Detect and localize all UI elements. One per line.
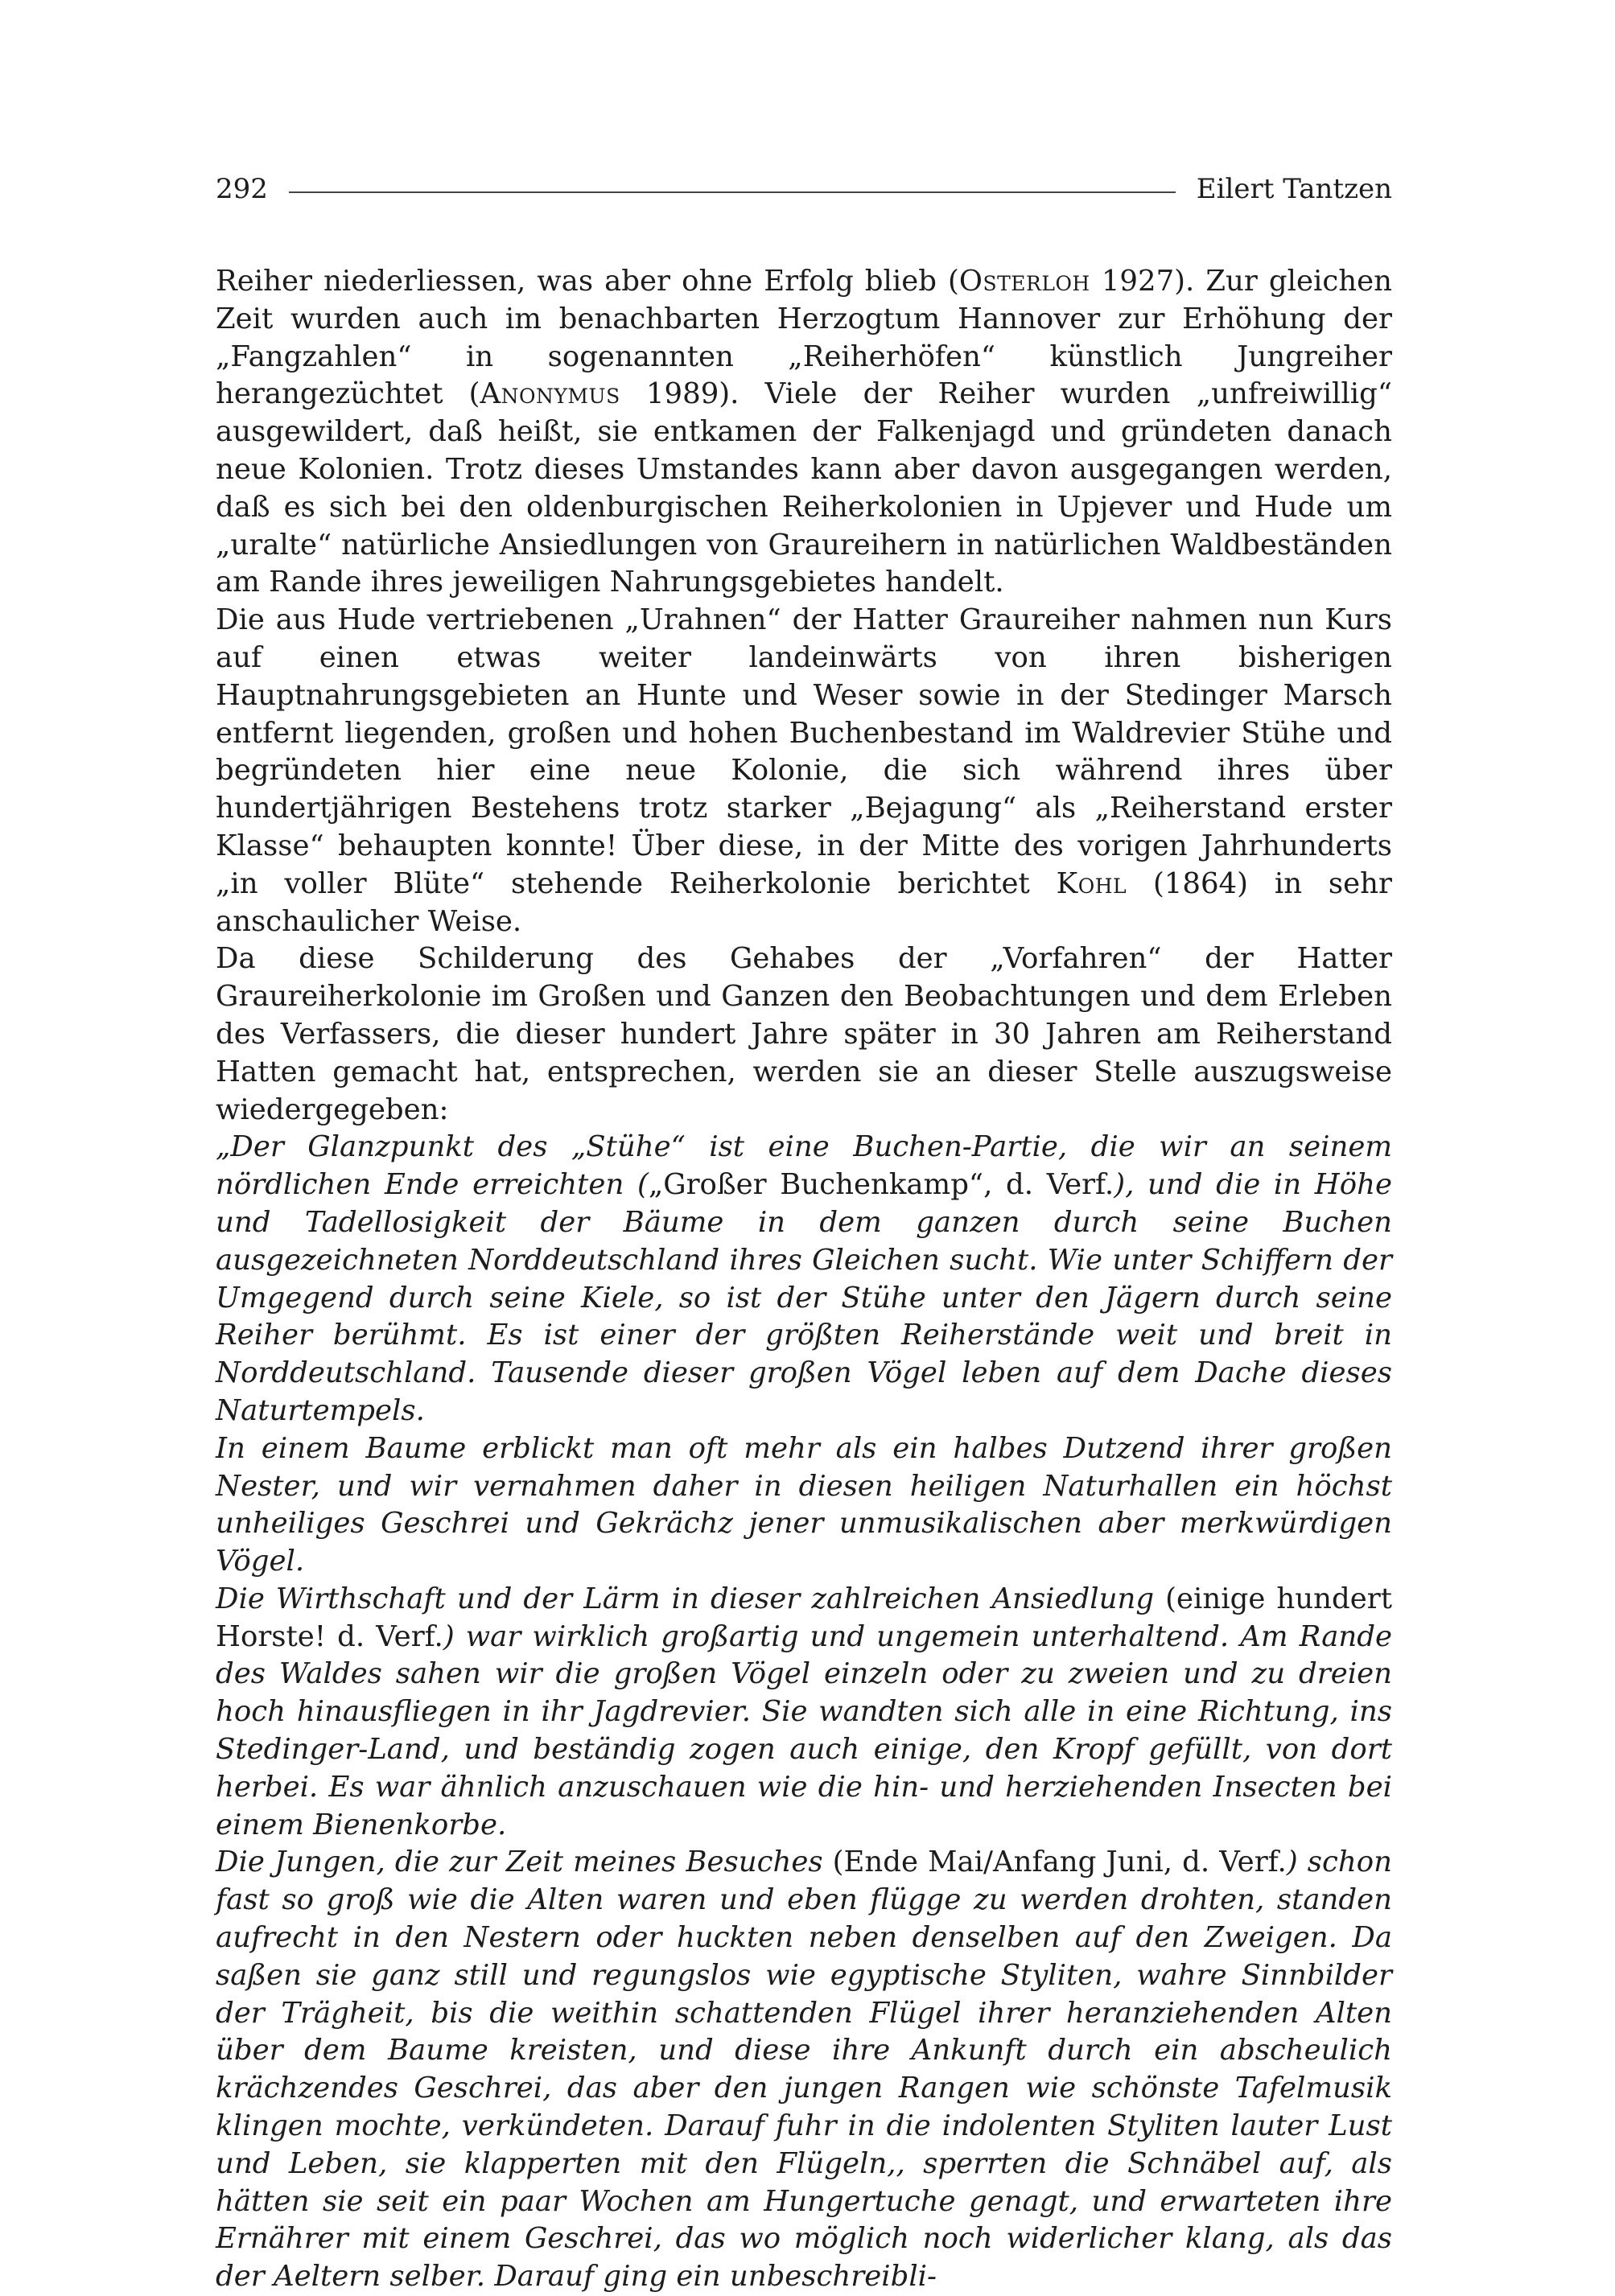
body-text (216, 263, 1392, 2296)
header-rule (289, 191, 1176, 193)
editor-note: (Ende Mai/Anfang Juni, d. Verf. (832, 1845, 1287, 1879)
running-header (216, 169, 1392, 209)
paragraph-2: Die aus Hude vertriebenen „Urahnen“ der Hatter Graureiher nahmen nun Kurs auf einen etwas weiter landeinwärts von ihren bisherigen Hauptnahrungsgebieten an Hunte und Weser sowie in der Stedinger Marsch entfernt liegenden, großen und hohen Buchenbestand im Waldrevier Stühe und begründeten hier eine neue Kolonie, die sich während ihres über hundertjährigen Bestehens trotz starker „Bejagung“ als „Reiherstand erster Klasse“ behaupten konnte! Über diese, in der Mitte des vorigen Jahrhunderts „in voller Blüte“ stehende Reiherkolonie berichtet Kohl (1864) in sehr anschaulicher Weise. (216, 603, 1392, 938)
quote-paragraph-3: Die Wirthschaft und der Lärm in dieser zahlreichen Ansiedlung (einige hundert Horste! d. Verf.) war wirklich großartig und ungemein unterhaltend. Am Rande des Waldes sahen wir die großen Vögel einzeln oder zu zweien und zu dreien hoch hinausfliegen in ihr Jagdrevier. Sie wandten sich alle in eine Richtung, ins Stedinger-Land, und beständig zogen auch einige, den Kropf gefüllt, von dort herbei. Es war ähnlich anzuschauen wie die hin- und herziehenden Insecten bei einem Bienenkorbe. (216, 1582, 1392, 1841)
quote-paragraph-1: „Der Glanzpunkt des „Stühe“ ist eine Buchen-Partie, die wir an seinem nördlichen Ende erreichten („Großer Buchenkamp“, d. Verf.), und die in Höhe und Tadellosigkeit der Bäume in dem ganzen durch seine Buchen ausgezeichneten Norddeutschland ihres Gleichen sucht. Wie unter Schiffern der Umgegend durch seine Kiele, so ist der Stühe unter den Jägern durch seine Reiher berühmt. Es ist einer der größten Reiherstände weit und breit in Norddeutschland. Tausende dieser großen Vögel leben auf dem Dache dieses Naturtempels. (216, 1130, 1392, 1427)
paragraph-3: Da diese Schilderung des Gehabes der „Vorfahren“ der Hatter Graureiherkolonie im Großen und Ganzen den Beobachtungen und dem Erleben des Verfassers, die dieser hundert Jahre später in 30 Jahren am Reiherstand Hatten gemacht hat, entsprechen, werden sie an dieser Stelle auszugsweise wiedergegeben: (216, 942, 1392, 1126)
running-title: Eilert Tantzen (1196, 173, 1392, 205)
quote-paragraph-4: Die Jungen, die zur Zeit meines Besuches (Ende Mai/Anfang Juni, d. Verf.) schon fast so groß wie die Alten waren und eben flügge zu werden drohten, standen aufrecht in den Nestern oder huckten neben denselben auf den Zweigen. Da saßen sie ganz still und regungslos wie egyptische Styliten, wahre Sinnbilder der Trägheit, bis die weithin schattenden Flügel ihrer heranziehenden Alten über dem Baume kreisten, und diese ihre Ankunft durch ein abscheulich krächzendes Geschrei, das aber den jungen Rangen wie schönste Tafelmusik klingen mochte, verkündeten. Darauf fuhr in die indolenten Styliten lauter Lust und Leben, sie klapperten mit den Flügeln,, sperrten die Schnäbel auf, als hätten sie seit ein paar Wochen am Hungertuche genagt, und erwarteten ihre Ernährer mit einem Geschrei, das wo möglich noch widerlicher klang, als das der Aeltern selber. Darauf ging ein unbeschreibli- (216, 1845, 1392, 2294)
citation-kohl: Kohl (1056, 866, 1127, 900)
quote-paragraph-2: In einem Baume erblickt man oft mehr als ein halbes Dutzend ihrer großen Nester, und wir vernahmen daher in diesen heiligen Naturhallen ein höchst unheiliges Geschrei und Gekrächz jener unmusikalischen aber merkwürdigen Vögel. (216, 1431, 1392, 1578)
citation-osterloh: Osterloh (958, 265, 1090, 298)
page-number: 292 (216, 173, 268, 205)
paragraph-1: Reiher niederliessen, was aber ohne Erfolg blieb (Osterloh 1927). Zur gleichen Zeit wurden auch im benachbarten Herzogtum Hannover zur Erhöhung der „Fangzahlen“ in sogenannten „Reiherhöfen“ künstlich Jungreiher herangezüchtet (Anonymus 1989). Viele der Reiher wurden „unfreiwillig“ ausgewildert, daß heißt, sie entkamen der Falkenjagd und gründeten danach neue Kolonien. Trotz dieses Umstandes kann aber davon ausgegangen werden, daß es sich bei den oldenburgischen Reiherkolonien in Upjever und Hude um „uralte“ natürliche Ansiedlungen von Graureihern in natürlichen Waldbeständen am Rande ihres jeweiligen Nahrungsgebietes handelt. (216, 265, 1392, 599)
editor-note: „Großer Buchenkamp“, d. Verf. (648, 1168, 1114, 1202)
editor-note: (einige hundert Horste! d. Verf. (216, 1582, 1392, 1653)
block-quote (216, 1129, 1392, 2296)
citation-anonymus: Anonymus (480, 377, 620, 411)
